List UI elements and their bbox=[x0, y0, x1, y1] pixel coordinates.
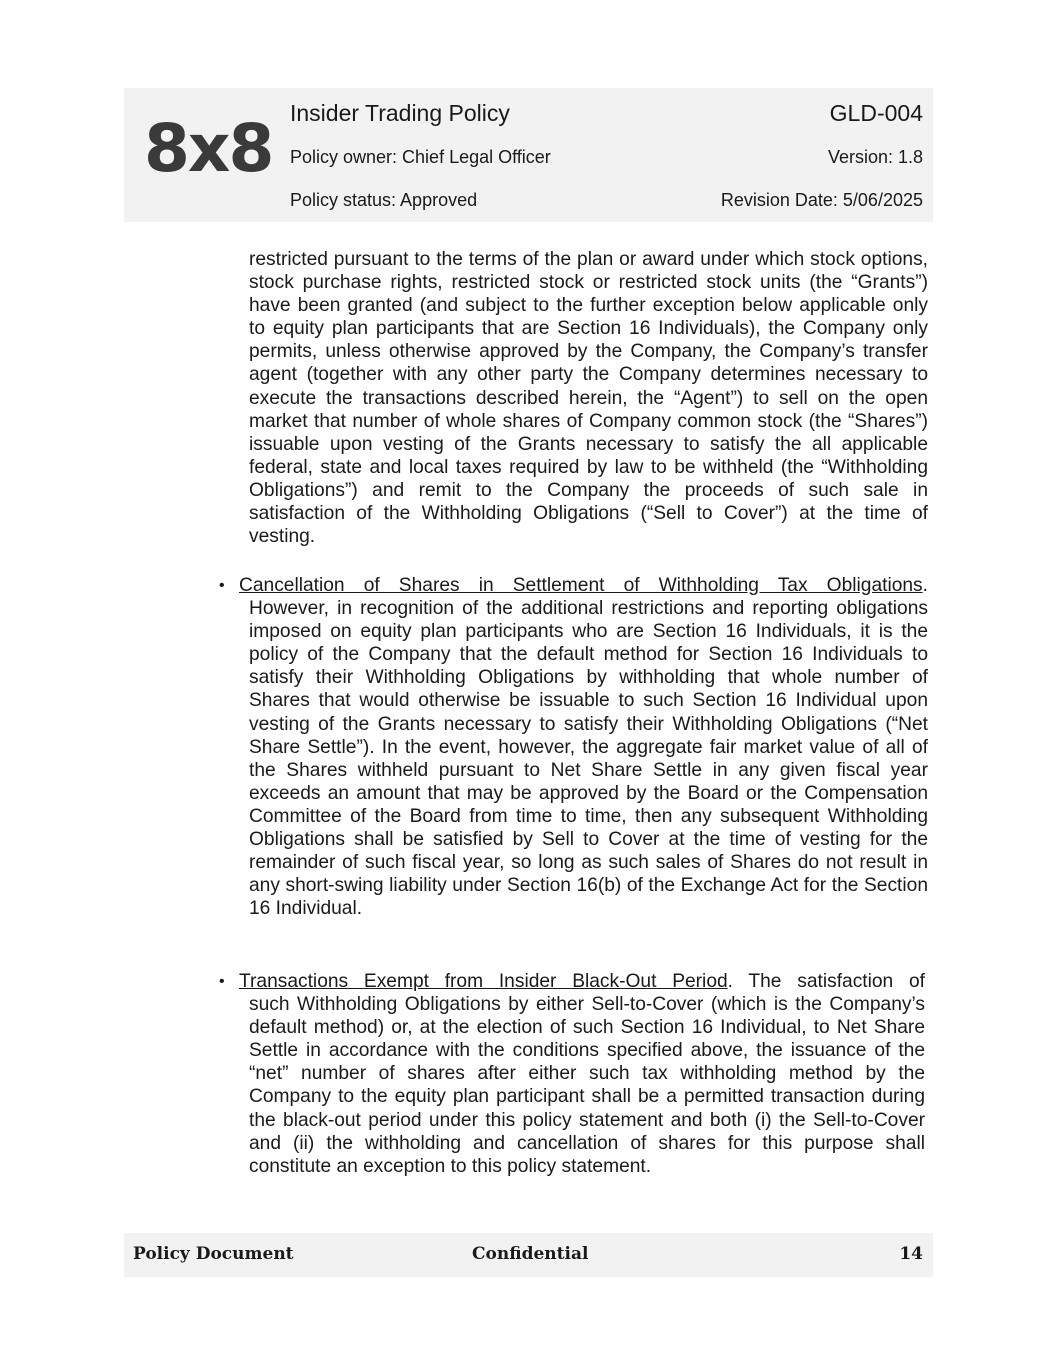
company-logo: 8x8 bbox=[144, 110, 273, 187]
bullet-body-text: However, in recognition of the additional restrictions and reporting obligations imposed on equity plan participants who are Section 16 Individuals, it is the policy of the Company that the default method for Section 16 Individuals to satisfy their Withholding Obligations by withholding that whole number of Shares that would otherwise be issuable to such Section 16 Individual upon vesting of the Grants necessary to satisfy their Withholding Obligations (“Net Share Settle”). In the event, however, the aggregate fair market value of all of the Shares withheld pursuant to Net Share Settle in any given fiscal year exceeds an amount that may be approved by the Board or the Compensation Committee of the Board from time to time, then any subsequent Withholding Obligations shall be satisfied by Sell to Cover at the time of vesting for the remainder of such fiscal year, so long as such sales of Shares do not result in any short-swing liability under Section 16(b) of the Exchange Act for the Section 16 Individual. bbox=[249, 598, 928, 920]
bullet-heading-suffix: . The satisfaction of bbox=[727, 971, 925, 992]
bullet-heading-line bbox=[239, 970, 925, 993]
footer-page-number: 14 bbox=[899, 1244, 923, 1264]
policy-status: Policy status: Approved bbox=[290, 190, 478, 210]
bullet-body-text: such Withholding Obligations by either Sell-to-Cover (which is the Company’s default method) or, at the election of such Section 16 Individual, to Net Share Settle in accordance with the conditions specified above, the issuance of the “net” number of shares after either such tax withholding method by the Company to the equity plan participant shall be a permitted transaction during the black-out period under this policy statement and both (i) the Sell-to-Cover and (ii) the withholding and cancellation of shares for this purpose shall constitute an exception to this policy statement. bbox=[249, 994, 925, 1177]
policy-owner: Policy owner: Chief Legal Officer bbox=[290, 147, 551, 167]
bullet-heading: Transactions Exempt from Insider Black-Out Period bbox=[239, 971, 728, 992]
document-title: Insider Trading Policy bbox=[290, 100, 510, 126]
footer-document-label: Policy Document bbox=[133, 1244, 294, 1264]
header-status-row bbox=[290, 190, 923, 211]
bullet-heading-line bbox=[239, 574, 928, 597]
bullet-heading-suffix: . bbox=[922, 575, 928, 596]
document-header bbox=[124, 88, 933, 222]
bullet-marker: • bbox=[219, 577, 225, 594]
header-owner-row bbox=[290, 147, 923, 168]
bullet-first-line bbox=[219, 574, 928, 597]
document-id: GLD-004 bbox=[829, 100, 923, 126]
continuation-paragraph: restricted pursuant to the terms of the plan or award under which stock options, stock purchase rights, restricted stock or restricted stock units (the “Grants”) have been granted (and subject to the further exception below applicable only to equity plan participants that are Section 16 Individuals), the Company only permits, unless otherwise approved by the Company, the Company’s transfer agent (together with any other party the Company determines necessary to execute the transactions described herein, the “Agent”) to sell on the open market that number of whole shares of Company common stock (the “Shares”) issuable upon vesting of the Grants necessary to satisfy the all applicable federal, state and local taxes required by law to be withheld (the “Withholding Obligations”) and remit to the Company the proceeds of such sale in satisfaction of the Withholding Obligations (“Sell to Cover”) at the time of vesting. bbox=[249, 249, 928, 548]
continuation-paragraph-block bbox=[249, 248, 928, 548]
bullet-first-line bbox=[219, 970, 925, 993]
document-footer bbox=[124, 1233, 933, 1277]
bullet-item-cancellation-of-shares bbox=[219, 574, 928, 920]
bullet-item-transactions-exempt bbox=[219, 970, 925, 1178]
policy-version: Version: 1.8 bbox=[827, 147, 923, 167]
header-title-row bbox=[290, 100, 923, 127]
revision-date: Revision Date: 5/06/2025 bbox=[720, 190, 923, 210]
bullet-heading: Cancellation of Shares in Settlement of Withholding Tax Obligations bbox=[239, 575, 923, 596]
footer-confidential-label: Confidential bbox=[472, 1244, 589, 1264]
bullet-marker: • bbox=[219, 973, 225, 990]
